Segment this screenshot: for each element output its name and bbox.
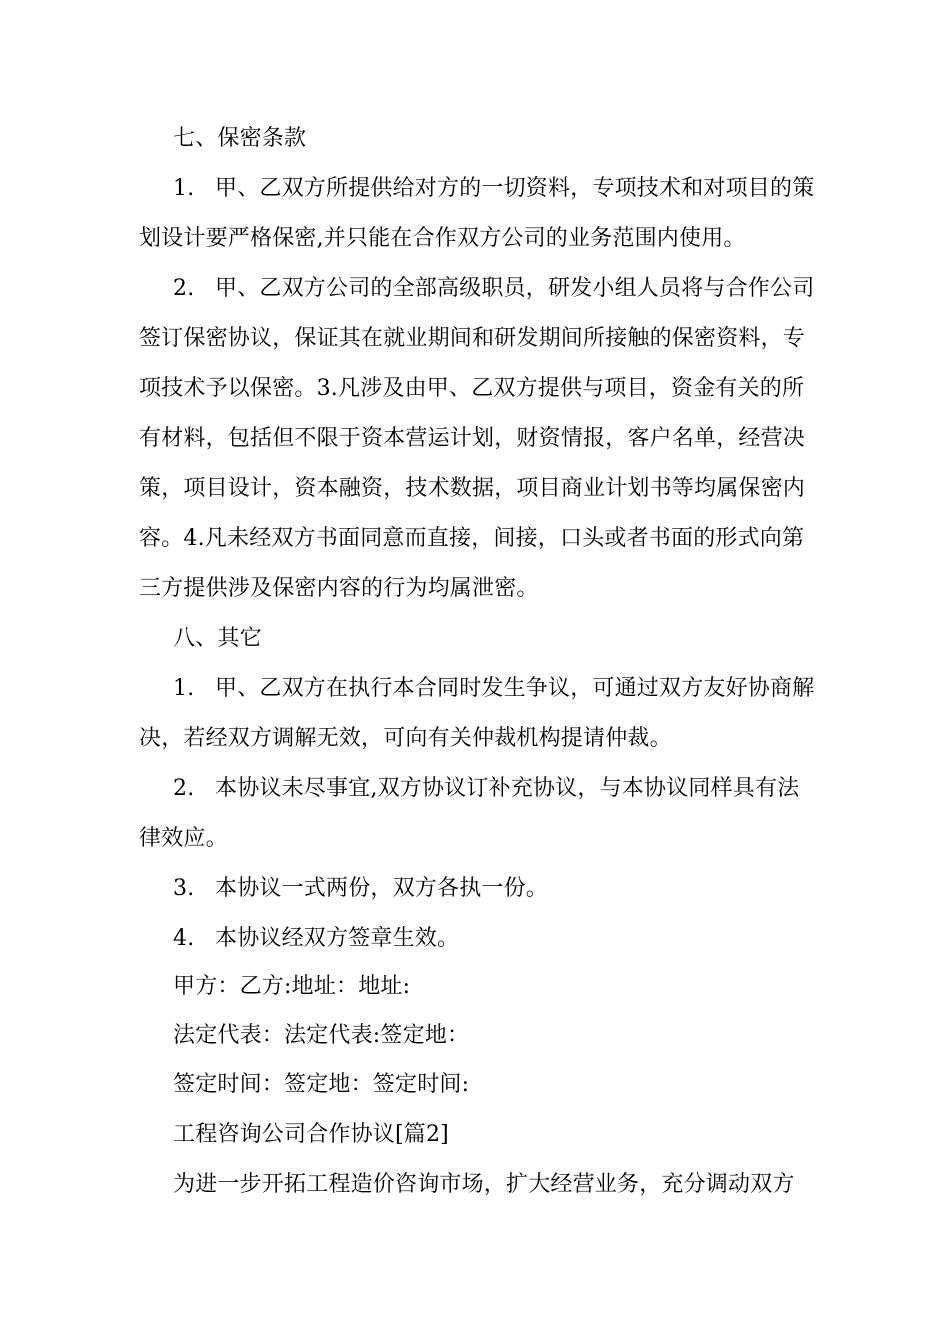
paragraph-text: 甲、乙双方在执行本合同时发生争议，可通过双方友好协商解 [215, 676, 815, 701]
signature-line-1: 甲方：乙方:地址：地址: [173, 974, 411, 999]
signature-line-2: 法定代表：法定代表:签定地： [173, 1023, 470, 1048]
section-7-item-2-line-4: 有材料，包括但不限于资本营运计划，财资情报，客户名单，经营决 [139, 426, 806, 451]
section-8-item-3 [173, 874, 863, 904]
item-number: 3. [173, 876, 195, 901]
section-8-item-1-line-2: 决，若经双方调解无效，可向有关仲裁机构提请仲裁。 [139, 726, 672, 751]
section-7-item-2-line-3: 项技术予以保密。3.凡涉及由甲、乙双方提供与项目，资金有关的所 [139, 376, 805, 401]
paragraph-text: 本协议未尽事宜,双方协议订补充协议，与本协议同样具有法 [215, 776, 800, 801]
item-number: 2. [173, 776, 195, 801]
section-7-item-2-line-5: 策，项目设计，资本融资，技术数据，项目商业计划书等均属保密内 [139, 476, 806, 501]
section-7-heading: 七、保密条款 [173, 126, 307, 151]
signature-line-3: 签定时间：签定地：签定时间: [173, 1072, 470, 1097]
section-7-item-2-line-1 [173, 274, 863, 304]
section-7-item-2-line-6: 容。4.凡未经双方书面同意而直接，间接，口头或者书面的形式向第 [139, 526, 805, 551]
paragraph-text: 本协议经双方签章生效。 [215, 926, 460, 951]
section-8-item-2-line-1 [173, 774, 863, 804]
section-8-item-4 [173, 924, 863, 954]
paragraph-text: 本协议一式两份，双方各执一份。 [215, 876, 549, 901]
next-agreement-title: 工程咨询公司合作协议[篇2] [173, 1122, 449, 1147]
paragraph-text: 甲、乙双方公司的全部高级职员，研发小组人员将与合作公司 [215, 276, 815, 301]
section-8-heading: 八、其它 [173, 626, 262, 651]
section-8-item-1-line-1 [173, 674, 863, 704]
section-7-item-1-line-2: 划设计要严格保密,并只能在合作双方公司的业务范围内使用。 [139, 226, 746, 251]
paragraph-text: 甲、乙双方所提供给对方的一切资料，专项技术和对项目的策 [215, 176, 815, 201]
section-8-item-2-line-2: 律效应。 [139, 826, 228, 851]
item-number: 2. [173, 276, 195, 301]
item-number: 1. [173, 176, 195, 201]
item-number: 4. [173, 926, 195, 951]
section-7-item-2-line-2: 签订保密协议，保证其在就业期间和研发期间所接触的保密资料，专 [139, 326, 806, 351]
section-7-item-2-line-7: 三方提供涉及保密内容的行为均属泄密。 [139, 576, 539, 601]
next-agreement-paragraph-line-1: 为进一步开拓工程造价咨询市场，扩大经营业务，充分调动双方 [173, 1172, 795, 1197]
item-number: 1. [173, 676, 195, 701]
section-7-item-1-line-1 [173, 174, 863, 204]
